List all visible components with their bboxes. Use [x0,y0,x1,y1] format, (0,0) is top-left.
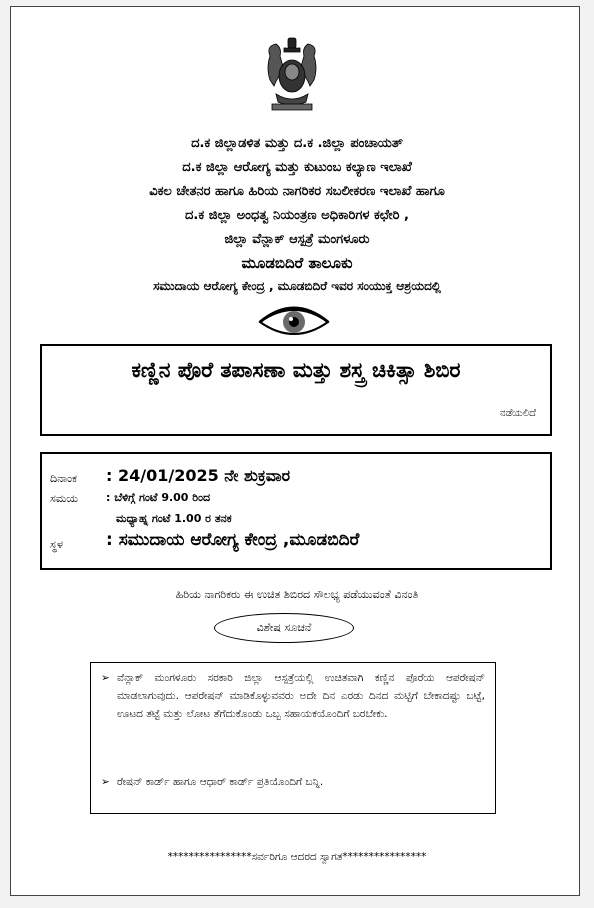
time-line-1: : ಬೆಳಿಗ್ಗೆ ಗಂಟೆ 9.00 ರಿಂದ [106,491,211,504]
camp-title-box [40,344,552,436]
eye-icon [257,304,331,340]
bullet-arrow-icon: ➢ [101,672,110,684]
special-notice-box [90,662,496,814]
special-notice-label: ವಿಶೇಷ ಸೂಚನೆ [214,613,354,643]
note-text: ರೇಷನ್ ಕಾರ್ಡ್ ಹಾಗೂ ಆಧಾರ್ ಕಾರ್ಡ್ ಪ್ರತಿಯೊಂದಿಗೆ ಬನ್ನಿ. [117,776,324,788]
footer-welcome: ****************ಸರ್ವರಿಗೂ ಆದರದ ಸ್ವಾಗತ**************** [167,851,427,863]
date-value: : 24/01/2025 ನೇ ಶುಕ್ರವಾರ [106,466,291,485]
date-label: ದಿನಾಂಕ [50,472,77,485]
list-item [101,773,485,791]
header-line-7: ಸಮುದಾಯ ಆರೋಗ್ಯ ಕೇಂದ್ರ , ಮೂಡಬಿದಿರೆ ಇವರ ಸಂಯುಕ್ತ ಆಶ್ರಯದಲ್ಲಿ [153,279,441,293]
appeal-text: ಹಿರಿಯ ನಾಗರಿಕರು ಈ ಉಚಿತ ಶಿಬಿರದ ಸೌಲಭ್ಯ ಪಡೆಯುವಂತೆ ವಿನಂತಿ [175,588,419,601]
header-line-3: ವಿಕಲ ಚೇತನರ ಹಾಗೂ ಹಿರಿಯ ನಾಗರಿಕರ ಸಬಲೀಕರಣ ಇಲಾಖೆ ಹಾಗೂ [149,184,445,199]
time-line-2: ಮಧ್ಯಾಹ್ನ ಗಂಟೆ 1.00 ರ ತನಕ [116,512,232,525]
camp-details-box [40,452,552,570]
time-label: ಸಮಯ [50,492,79,505]
header-line-5: ಜಿಲ್ಲಾ ವೆನ್ಲಾಕ್ ಆಸ್ಪತ್ರೆ ಮಂಗಳೂರು [224,232,370,247]
karnataka-emblem-icon [262,34,322,116]
camp-title: ಕಣ್ಣಿನ ಪೊರೆ ತಪಾಸಣಾ ಮತ್ತು ಶಸ್ತ್ರ ಚಿಕಿತ್ಸಾ ಶಿಬಿರ [131,358,461,382]
header-line-1: ದ.ಕ ಜಿಲ್ಲಾಡಳಿತ ಮತ್ತು ದ.ಕ .ಜಿಲ್ಲಾ ಪಂಚಾಯತ್ [191,136,403,151]
bullet-arrow-icon: ➢ [101,776,110,788]
header-line-2: ದ.ಕ ಜಿಲ್ಲಾ ಆರೋಗ್ಯ ಮತ್ತು ಕುಟುಂಬ ಕಲ್ಯಾಣ ಇಲಾಖೆ [182,160,412,175]
header-line-4: ದ.ಕ ಜಿಲ್ಲಾ ಅಂಧತ್ವ ನಿಯಂತ್ರಣ ಅಧಿಕಾರಿಗಳ ಕಛೇರಿ , [185,208,409,223]
camp-subtitle: ನಡೆಯಲಿದೆ [500,408,536,419]
place-label: ಸ್ಥಳ [50,538,63,551]
note-text: ವೆನ್ಲಾಕ್ ಮಂಗಳೂರು ಸರಕಾರಿ ಜಿಲ್ಲಾ ಆಸ್ಪತ್ರೆಯಲ್ಲಿ ಉಚಿತವಾಗಿ ಕಣ್ಣಿನ ಪೊರೆಯ ಆಪರೇಷನ್ ಮಾಡಲಾಗುವುದು. ಆಪರೇಷನ್ ಮಾಡಿಕೊಳ್ಳುವವರು ಅದೇ ದಿನ ಎರಡು ದಿನದ ಮಟ್ಟಿಗೆ ಬೇಕಾದಷ್ಟು ಬಟ್ಟೆ, ಊಟದ ತಟ್ಟೆ ಮತ್ತು ಲೋಟ ತೆಗೆದುಕೊಂಡು ಒಬ್ಬ ಸಹಾಯಕಯೊಂದಿಗೆ ಬರಬೇಕು. [117,672,485,720]
list-item [101,669,485,723]
place-value: : ಸಮುದಾಯ ಆರೋಗ್ಯ ಕೇಂದ್ರ ,ಮೂಡಬಿದಿರೆ [106,530,360,550]
taluk-heading: ಮೂಡಬಿದಿರೆ ತಾಲೂಕು [241,254,353,272]
